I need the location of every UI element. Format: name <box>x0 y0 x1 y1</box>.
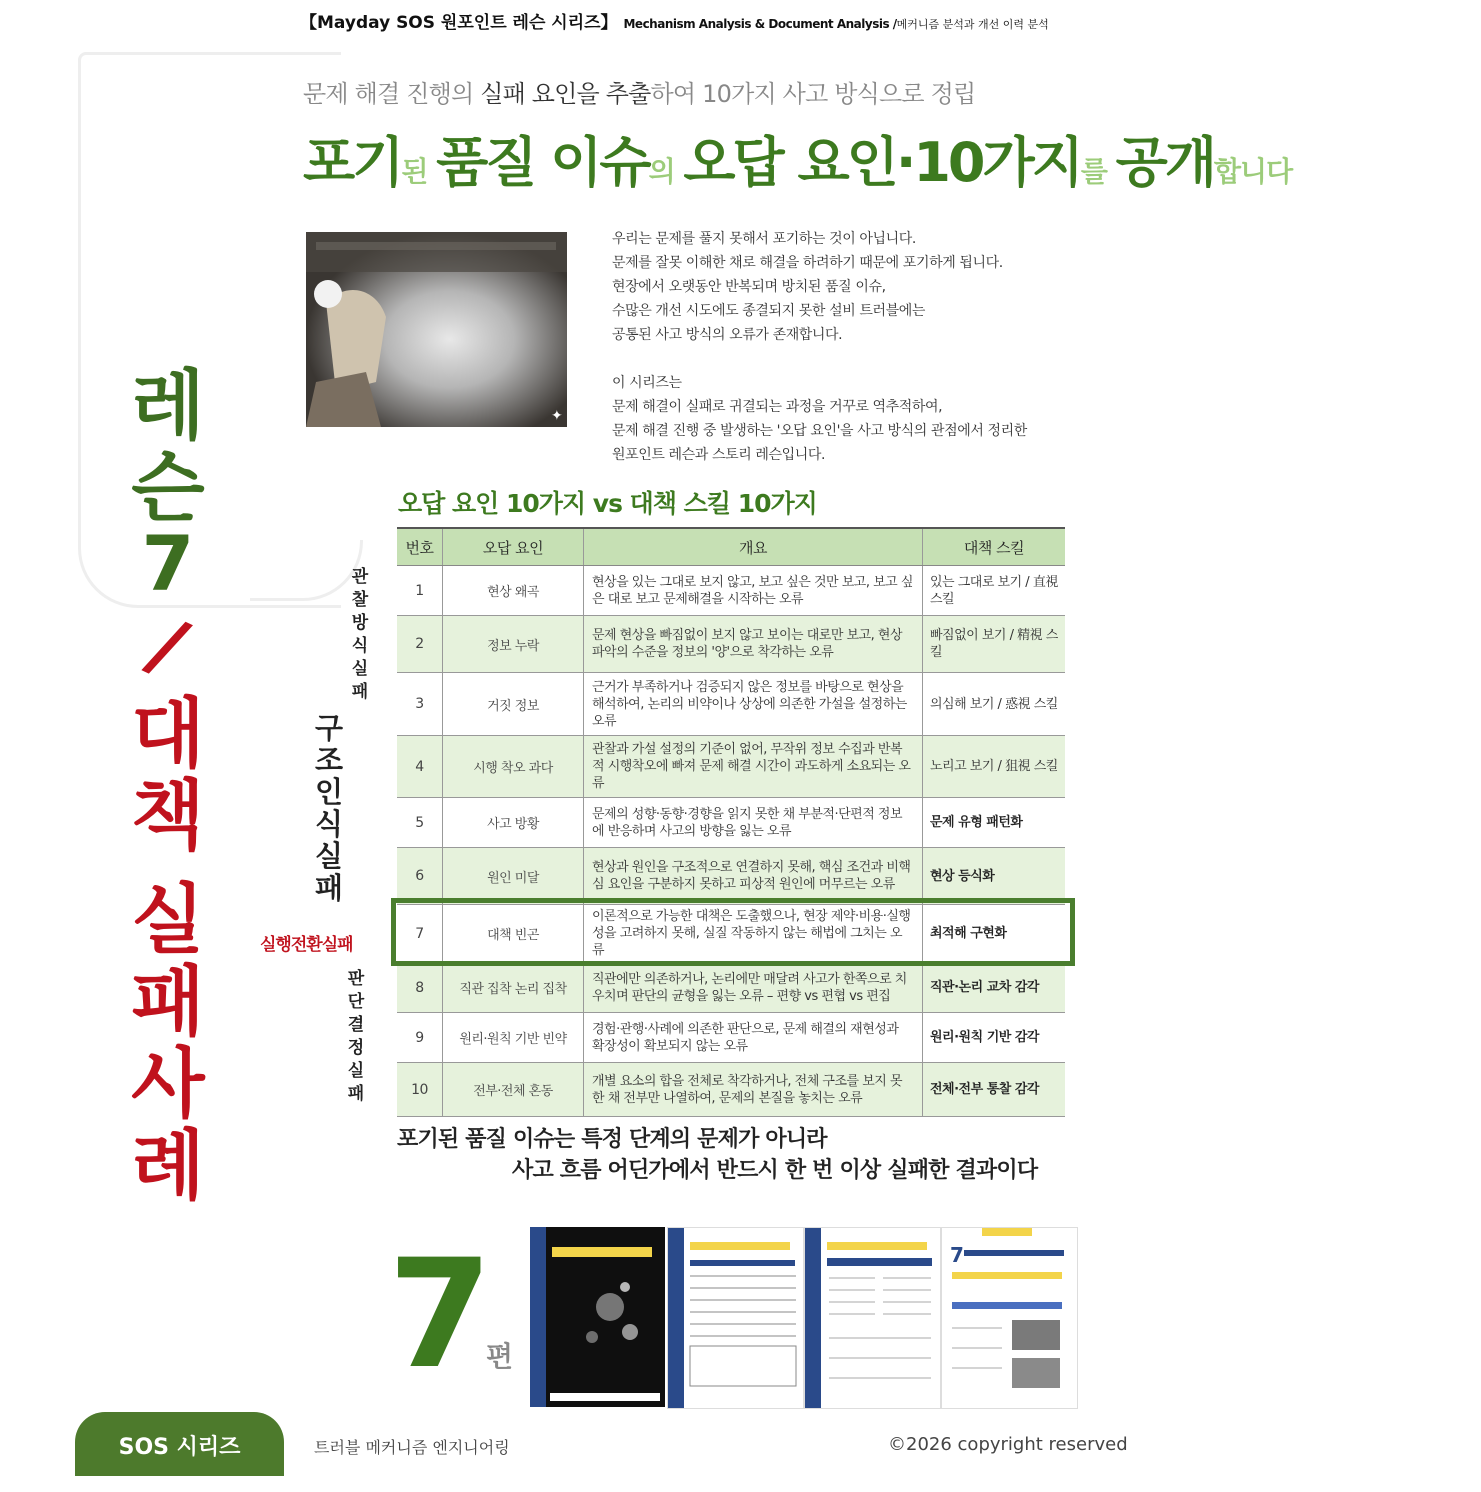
series-sub-en: Mechanism Analysis & Document Analysis / <box>623 17 897 31</box>
headline-particle: 의 <box>648 155 684 188</box>
row-error: 사고 방황 <box>443 798 584 848</box>
series-sub-kr: 메커니즘 분석과 개선 이력 분석 <box>896 18 1049 31</box>
headline-word: 품질 이슈 <box>436 131 649 194</box>
side-char: 찰 <box>351 590 369 610</box>
episode-number: 7 <box>388 1228 493 1402</box>
row-error: 정보 누락 <box>443 616 584 673</box>
intro-text <box>612 227 1027 467</box>
row-error: 전부·전체 혼동 <box>443 1063 584 1117</box>
row-desc: 관찰과 가설 설정의 기준이 없어, 무작위 정보 수집과 반복적 시행착오에 빠져 문제 해결 시간이 과도하게 소요되는 오류 <box>584 736 923 798</box>
side-char: 식 <box>351 636 369 656</box>
row-error: 원인 미달 <box>443 848 584 905</box>
episode-suffix: 편 <box>486 1340 514 1373</box>
intro-line: 현장에서 오랫동안 반복되며 방치된 품질 이슈, <box>612 279 886 295</box>
thumbnail-page-4[interactable] <box>941 1227 1078 1409</box>
thumbnail-page-3[interactable] <box>804 1227 941 1409</box>
intro-line: 문제 해결 진행 중 발생하는 '오답 요인'을 사고 방식의 관점에서 정리한 <box>612 423 1027 439</box>
row-no: 2 <box>397 616 443 673</box>
row-7-highlight-frame <box>391 898 1075 966</box>
row-desc: 경험·관행·사례에 의존한 판단으로, 문제 해결의 재현성과 확장성이 확보되지 않는 오류 <box>584 1013 923 1063</box>
row-desc: 이론적으로 가능한 대책은 도출했으나, 현장 제약·비용·실행성을 고려하지 못해, 실질 작동하지 않는 해법에 그치는 오류 <box>584 905 923 963</box>
vtitle-char: 슨 <box>131 443 205 532</box>
side-char: 식 <box>314 807 343 841</box>
row-no: 5 <box>397 798 443 848</box>
intro-line: 우리는 문제를 풀지 못해서 포기하는 것이 아닙니다. <box>612 231 916 247</box>
headline-word: 포기 <box>303 131 402 194</box>
side-char: 관 <box>351 567 369 587</box>
vtitle-char: 례 <box>131 1121 205 1210</box>
side-label-judge <box>345 968 367 1106</box>
row-no: 8 <box>397 963 443 1013</box>
series-header <box>300 8 1049 33</box>
vtitle-slash: / <box>136 599 200 692</box>
side-label-structure <box>312 712 346 904</box>
side-char: 인 <box>314 775 343 809</box>
col-header-no: 번호 <box>397 528 443 566</box>
svg-text:7: 7 <box>950 1243 964 1267</box>
svg-text:✦: ✦ <box>551 408 563 424</box>
side-char: 정 <box>347 1038 365 1058</box>
thumbnail-page-1[interactable] <box>530 1227 665 1407</box>
row-error: 현상 왜곡 <box>443 566 584 616</box>
subtitle-emphasis: 실패 요인을 추출 <box>480 80 651 108</box>
row-desc: 개별 요소의 합을 전체로 착각하거나, 전체 구조를 보지 못한 채 전부만 나열하여, 문제의 본질을 놓치는 오류 <box>584 1063 923 1117</box>
thumbnail-page-2[interactable] <box>667 1227 804 1409</box>
subtitle-part: 문제 해결 진행의 <box>303 80 481 108</box>
row-skill: 원리·원칙 기반 감각 <box>923 1013 1066 1063</box>
headline-word: 공개 <box>1115 131 1214 194</box>
table-header-row <box>397 528 1065 566</box>
headline-particle: 합니다 <box>1213 155 1293 188</box>
row-error: 직관 집착 논리 집착 <box>443 963 584 1013</box>
conclusion-line: 포기된 품질 이슈는 특정 단계의 문제가 아니라 <box>397 1127 827 1152</box>
factory-steam-photo <box>306 232 567 427</box>
side-char: 조 <box>314 743 343 777</box>
row-no: 4 <box>397 736 443 798</box>
side-char: 실 <box>347 1061 365 1081</box>
decorative-frame-curve <box>250 540 363 601</box>
footer-company: 트러블 메커니즘 엔지니어링 <box>314 1438 510 1457</box>
vtitle-char: 대 <box>131 689 205 778</box>
table-row <box>397 1063 1065 1117</box>
col-header-error: 오답 요인 <box>443 528 584 566</box>
row-error: 대책 빈곤 <box>443 905 584 963</box>
series-title: 【Mayday SOS 원포인트 레슨 시리즈】 <box>300 13 618 33</box>
table-row <box>397 798 1065 848</box>
row-skill: 빠짐없이 보기 / 精視 스킬 <box>923 616 1066 673</box>
vtitle-char: 사 <box>131 1039 205 1128</box>
side-char: 판 <box>347 969 365 989</box>
subtitle <box>303 74 975 109</box>
intro-line: 문제를 잘못 이해한 채로 해결을 하려하기 때문에 포기하게 됩니다. <box>612 255 1003 271</box>
row-desc: 근거가 부족하거나 검증되지 않은 정보를 바탕으로 현상을 해석하여, 논리의 비약이나 상상에 의존한 가설을 설정하는 오류 <box>584 673 923 736</box>
row-no: 3 <box>397 673 443 736</box>
col-header-skill: 대책 스킬 <box>923 528 1066 566</box>
row-no: 7 <box>397 905 443 963</box>
vtitle-char: 패 <box>131 957 205 1046</box>
table-row <box>397 673 1065 736</box>
row-desc: 현상을 있는 그대로 보지 않고, 보고 싶은 것만 보고, 보고 싶은 대로 보고 문제해결을 시작하는 오류 <box>584 566 923 616</box>
intro-spacer <box>612 347 1027 371</box>
footer-copyright: ©2026 copyright reserved <box>888 1434 1128 1455</box>
vtitle-char: 7 <box>141 519 195 608</box>
vtitle-char: 책 <box>131 771 205 860</box>
row-desc: 직관에만 의존하거나, 논리에만 매달려 사고가 한쪽으로 치우치며 판단의 균형을 잃는 오류 – 편향 vs 편협 vs 편집 <box>584 963 923 1013</box>
row-no: 10 <box>397 1063 443 1117</box>
headline-word: 오답 요인·10가지 <box>683 131 1081 194</box>
table-row <box>397 1013 1065 1063</box>
row-desc: 현상과 원인을 구조적으로 연결하지 못해, 핵심 조건과 비핵심 요인을 구분하지 못하고 피상적 원인에 머무르는 오류 <box>584 848 923 905</box>
sos-series-badge[interactable]: SOS 시리즈 <box>75 1412 284 1476</box>
side-char: 결 <box>347 1015 365 1035</box>
vtitle-char: 실 <box>131 875 205 964</box>
row-error: 시행 착오 과다 <box>443 736 584 798</box>
conclusion <box>397 1124 1037 1186</box>
row-skill: 문제 유형 패턴화 <box>923 798 1066 848</box>
table-row <box>397 963 1065 1013</box>
row-no: 9 <box>397 1013 443 1063</box>
vtitle-char: 레 <box>131 361 205 450</box>
intro-line: 공통된 사고 방식의 오류가 존재합니다. <box>612 327 843 343</box>
side-char: 패 <box>314 871 343 905</box>
row-skill: 노리고 보기 / 狙視 스킬 <box>923 736 1066 798</box>
col-header-desc: 개요 <box>584 528 923 566</box>
row-skill: 전체·전부 통찰 감각 <box>923 1063 1066 1117</box>
side-char: 구 <box>314 711 343 745</box>
headline-particle: 를 <box>1080 155 1116 188</box>
row-skill: 직관·논리 교차 감각 <box>923 963 1066 1013</box>
intro-line: 문제 해결이 실패로 귀결되는 과정을 거꾸로 역추적하여, <box>612 399 943 415</box>
row-skill: 의심해 보기 / 惑視 스킬 <box>923 673 1066 736</box>
side-char: 단 <box>347 992 365 1012</box>
row-desc: 문제 현상을 빠짐없이 보지 않고 보이는 대로만 보고, 현상 파악의 수준을 정보의 '양'으로 착각하는 오류 <box>584 616 923 673</box>
row-error: 원리·원칙 기반 빈약 <box>443 1013 584 1063</box>
side-char: 패 <box>351 682 369 702</box>
intro-line: 수많은 개선 시도에도 종결되지 못한 설비 트러블에는 <box>612 303 926 319</box>
row-desc: 문제의 성향·동향·경향을 읽지 못한 채 부분적·단편적 정보에 반응하며 사고의 방향을 잃는 오류 <box>584 798 923 848</box>
table-row <box>397 566 1065 616</box>
row-skill: 현상 등식화 <box>923 848 1066 905</box>
subtitle-part: 하여 10가지 사고 방식으로 정립 <box>650 80 976 108</box>
table-row <box>397 848 1065 905</box>
headline-particle: 된 <box>401 155 437 188</box>
side-char: 실 <box>351 659 369 679</box>
row-error: 거짓 정보 <box>443 673 584 736</box>
row-no: 6 <box>397 848 443 905</box>
side-char: 패 <box>347 1084 365 1104</box>
row-skill: 있는 그대로 보기 / 直視 스킬 <box>923 566 1066 616</box>
side-char: 실 <box>314 839 343 873</box>
headline <box>303 128 1292 207</box>
table-row <box>397 736 1065 798</box>
side-label-execute: 실행전환실패 <box>260 935 353 955</box>
error-factor-table <box>397 527 1065 1117</box>
intro-line: 이 시리즈는 <box>612 375 682 391</box>
row-skill: 최적해 구현화 <box>923 905 1066 963</box>
section-title: 오답 요인 10가지 vs 대책 스킬 10가지 <box>398 489 817 518</box>
table-row <box>397 616 1065 673</box>
row-no: 1 <box>397 566 443 616</box>
intro-line: 원포인트 레슨과 스토리 레슨입니다. <box>612 447 826 463</box>
vertical-lesson-title <box>118 361 218 1210</box>
side-char: 방 <box>351 613 369 633</box>
side-label-observe <box>349 566 371 704</box>
conclusion-line: 사고 흐름 어딘가에서 반드시 한 번 이상 실패한 결과이다 <box>512 1158 1038 1183</box>
